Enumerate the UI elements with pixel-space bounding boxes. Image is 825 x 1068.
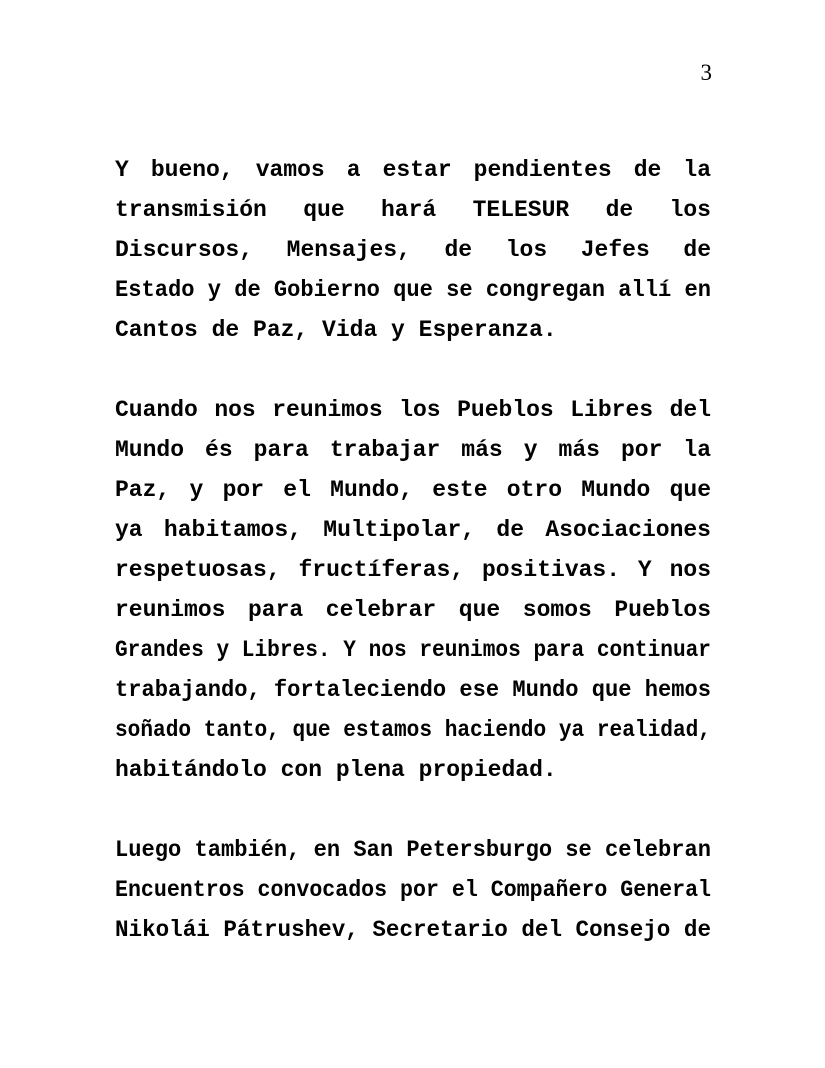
text-line-content: Cantos de Paz, Vida y Esperanza. (115, 317, 557, 343)
text-line (115, 670, 711, 710)
document-body (115, 150, 711, 990)
text-line-content: Paz, y por el Mundo, este otro Mundo que (115, 477, 711, 503)
text-line-content: soñado tanto, que estamos haciendo ya realidad, (115, 717, 711, 743)
text-line (115, 550, 711, 590)
text-line (115, 270, 711, 310)
text-line-content: Mundo és para trabajar más y más por la (115, 437, 711, 463)
text-line (115, 310, 711, 350)
text-line (115, 830, 711, 870)
text-line (115, 190, 711, 230)
text-line (115, 430, 711, 470)
text-line-content: respetuosas, fructíferas, positivas. Y nos (115, 557, 711, 583)
text-line (115, 510, 711, 550)
text-line-content: Luego también, en San Petersburgo se celebran (115, 837, 711, 863)
page-number: 3 (700, 60, 712, 85)
text-line (115, 150, 711, 190)
text-line (115, 230, 711, 270)
text-line-content: Estado y de Gobierno que se congregan allí en (115, 277, 711, 303)
paragraph (115, 830, 711, 950)
text-line-content: transmisión que hará TELESUR de los (115, 197, 711, 223)
text-line (115, 590, 711, 630)
text-line-content: habitándolo con plena propiedad. (115, 757, 557, 783)
text-line-content: Cuando nos reunimos los Pueblos Libres del (115, 397, 711, 423)
text-line (115, 710, 711, 750)
paragraph (115, 150, 711, 350)
text-line-content: trabajando, fortaleciendo ese Mundo que hemos (115, 677, 711, 703)
text-line-content: Encuentros convocados por el Compañero General (115, 877, 711, 903)
text-line-content: Nikolái Pátrushev, Secretario del Consejo de (115, 917, 711, 943)
text-line (115, 910, 711, 950)
text-line (115, 870, 711, 910)
text-line-content: reunimos para celebrar que somos Pueblos (115, 597, 711, 623)
text-line-content: Grandes y Libres. Y nos reunimos para continuar (115, 637, 711, 663)
text-line-content: ya habitamos, Multipolar, de Asociaciones (115, 517, 711, 543)
text-line (115, 470, 711, 510)
text-line-content: Y bueno, vamos a estar pendientes de la (115, 157, 711, 183)
text-line (115, 750, 711, 790)
text-line (115, 390, 711, 430)
text-line-content: Discursos, Mensajes, de los Jefes de (115, 237, 711, 263)
paragraph (115, 390, 711, 790)
text-line (115, 630, 711, 670)
